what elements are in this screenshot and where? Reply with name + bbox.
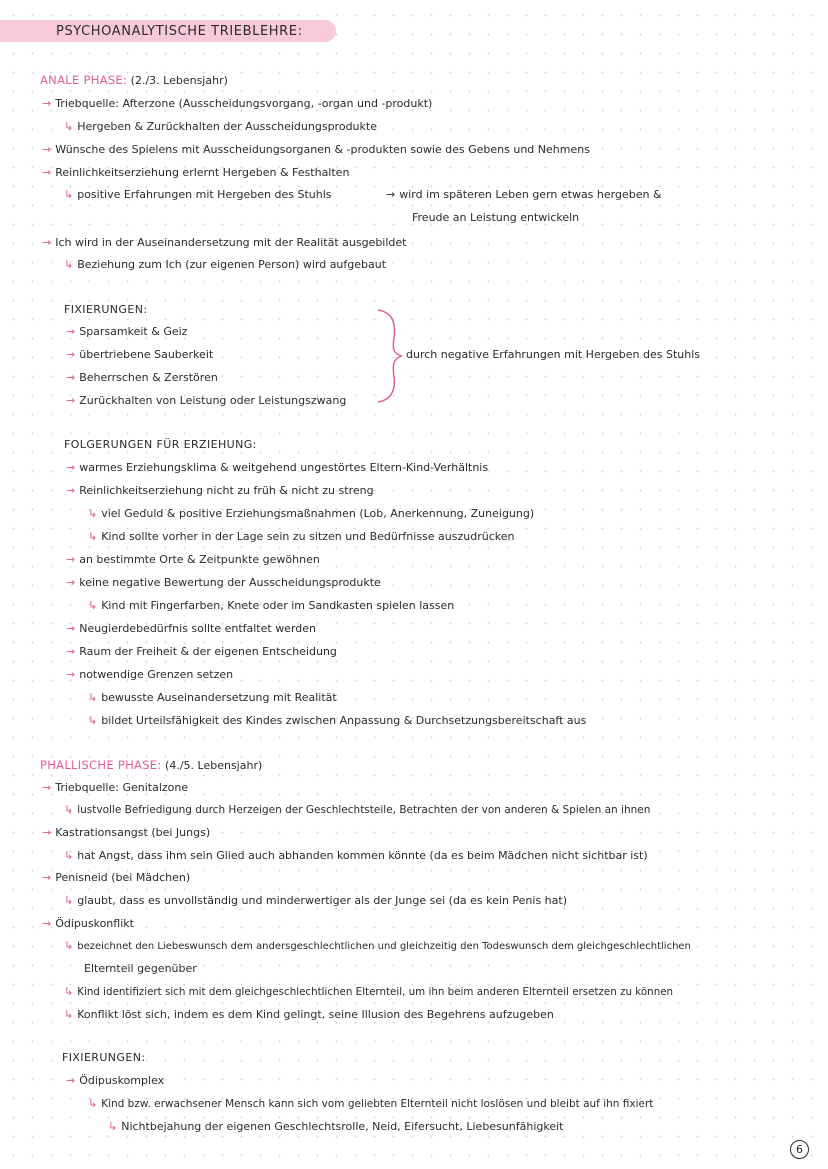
list-item: Elternteil gegenüber [84,962,197,975]
list-item: Freude an Leistung entwickeln [412,211,580,224]
arrow-icon: → [66,553,76,566]
list-item: → Neugierdebedürfnis sollte entfaltet werden [66,622,317,635]
hook-arrow-icon: ↳ [64,849,74,862]
anal-fixierungen-heading: FIXIERUNGEN: [64,303,148,316]
arrow-icon: → [42,166,52,179]
hook-arrow-icon: ↳ [64,1008,74,1021]
arrow-icon: → [42,917,52,930]
list-item: ↳ bezeichnet den Liebeswunsch dem andersgeschlechtlichen und gleichzeitig den Todeswunsch dem gleichgeschlechtlichen [64,939,691,952]
anal-phase-heading: ANALE PHASE: [40,73,128,87]
list-item: → keine negative Bewertung der Ausscheidungsprodukte [66,576,381,589]
arrow-icon: → [66,668,76,681]
hook-arrow-icon: ↳ [64,894,74,907]
hook-arrow-icon: ↳ [88,714,98,727]
arrow-icon: → [66,1074,76,1087]
hook-arrow-icon: ↳ [64,803,74,816]
hook-arrow-icon: ↳ [64,985,74,998]
list-item: → an bestimmte Orte & Zeitpunkte gewöhnen [66,553,320,566]
list-item: → Triebquelle: Genitalzone [42,781,189,794]
arrow-icon: → [66,394,76,407]
arrow-icon: → [66,484,76,497]
list-item: → Reinlichkeitserziehung nicht zu früh & nicht zu streng [66,484,374,497]
hook-arrow-icon: ↳ [64,258,74,271]
phall-fixierungen-heading: FIXIERUNGEN: [62,1051,146,1064]
fixierungen-note: durch negative Erfahrungen mit Hergeben des Stuhls [406,348,701,361]
page-title: PSYCHOANALYTISCHE TRIEBLEHRE: [56,24,303,39]
hook-arrow-icon: ↳ [64,939,74,952]
phall-phase-heading: PHALLISCHE PHASE: [40,758,162,772]
list-item: ↳ Beziehung zum Ich (zur eigenen Person) wird aufgebaut [64,258,387,271]
arrow-icon: → [42,781,52,794]
list-item: ↳ glaubt, dass es unvollständig und minderwertiger als der Junge sei (da es kein Penis hat) [64,894,568,907]
list-item: → Beherrschen & Zerstören [66,371,218,384]
list-item: → Zurückhalten von Leistung oder Leistungszwang [66,394,347,407]
list-item: ↳ viel Geduld & positive Erziehungsmaßnahmen (Lob, Anerkennung, Zuneigung) [88,507,535,520]
hook-arrow-icon: ↳ [64,120,74,133]
page-number: 6 [790,1140,809,1159]
hook-arrow-icon: ↳ [88,1097,98,1110]
phall-phase-age: (4./5. Lebensjahr) [165,759,263,772]
phall-phase-heading-row [40,758,262,773]
hook-arrow-icon: ↳ [88,599,98,612]
arrow-icon: → [42,143,52,156]
arrow-icon: → [42,97,52,110]
arrow-icon: → [42,236,52,249]
list-item: ↳ positive Erfahrungen mit Hergeben des Stuhls [64,188,332,201]
list-item: → Wünsche des Spielens mit Ausscheidungsorganen & -produkten sowie des Gebens und Nehmens [42,143,590,156]
arrow-icon: → [66,622,76,635]
hook-arrow-icon: ↳ [64,188,74,201]
arrow-icon: → [66,371,76,384]
curly-brace-icon [372,308,404,404]
list-item: → Ich wird in der Auseinandersetzung mit der Realität ausgebildet [42,236,407,249]
list-item: → Kastrationsangst (bei Jungs) [42,826,211,839]
anal-phase-age: (2./3. Lebensjahr) [130,74,228,87]
arrow-icon: → [42,826,52,839]
list-item: ↳ Hergeben & Zurückhalten der Ausscheidungsprodukte [64,120,377,133]
list-item: → notwendige Grenzen setzen [66,668,234,681]
list-item: ↳ Kind sollte vorher in der Lage sein zu sitzen und Bedürfnisse auszudrücken [88,530,515,543]
hook-arrow-icon: ↳ [88,507,98,520]
arrow-icon: → [66,461,76,474]
hook-arrow-icon: ↳ [108,1120,118,1133]
list-item: ↳ Konflikt löst sich, indem es dem Kind gelingt, seine Illusion des Begehrens aufzugeben [64,1008,554,1021]
list-item: → warmes Erziehungsklima & weitgehend ungestörtes Eltern-Kind-Verhältnis [66,461,489,474]
list-item: ↳ lustvolle Befriedigung durch Herzeigen der Geschlechtsteile, Betrachten der von anderen & Spielen an ihnen [64,803,651,816]
list-item: → Ödipuskomplex [66,1074,165,1087]
list-item: → wird im späteren Leben gern etwas hergeben & [386,188,662,201]
anal-phase-heading-row [40,73,228,88]
arrow-icon: → [66,325,76,338]
list-item: → Raum der Freiheit & der eigenen Entscheidung [66,645,337,658]
hook-arrow-icon: ↳ [88,530,98,543]
arrow-icon: → [66,576,76,589]
folgerungen-heading: FOLGERUNGEN FÜR ERZIEHUNG: [64,438,257,451]
list-item: ↳ Kind identifiziert sich mit dem gleichgeschlechtlichen Elternteil, um ihn beim anderen Elternteil ersetzen zu können [64,985,674,998]
list-item: ↳ Kind mit Fingerfarben, Knete oder im Sandkasten spielen lassen [88,599,455,612]
arrow-icon: → [66,645,76,658]
list-item: → Reinlichkeitserziehung erlernt Hergeben & Festhalten [42,166,350,179]
list-item: ↳ hat Angst, dass ihm sein Glied auch abhanden kommen könnte (da es beim Mädchen nicht sichtbar ist) [64,849,648,862]
list-item: ↳ bildet Urteilsfähigkeit des Kindes zwischen Anpassung & Durchsetzungsbereitschaft aus [88,714,587,727]
list-item: ↳ Nichtbejahung der eigenen Geschlechtsrolle, Neid, Eifersucht, Liebesunfähigkeit [108,1120,564,1133]
list-item: ↳ bewusste Auseinandersetzung mit Realität [88,691,337,704]
list-item: → Sparsamkeit & Geiz [66,325,188,338]
arrow-icon: → [42,871,52,884]
list-item: ↳ Kind bzw. erwachsener Mensch kann sich vom geliebten Elternteil nicht loslösen und bleibt auf ihn fixiert [88,1097,654,1110]
arrow-icon: → [66,348,76,361]
list-item: → Triebquelle: Afterzone (Ausscheidungsvorgang, -organ und -produkt) [42,97,433,110]
list-item: → Penisneid (bei Mädchen) [42,871,191,884]
list-item: → Ödipuskonflikt [42,917,134,930]
list-item: → übertriebene Sauberkeit [66,348,214,361]
hook-arrow-icon: ↳ [88,691,98,704]
arrow-icon: → [386,188,396,201]
